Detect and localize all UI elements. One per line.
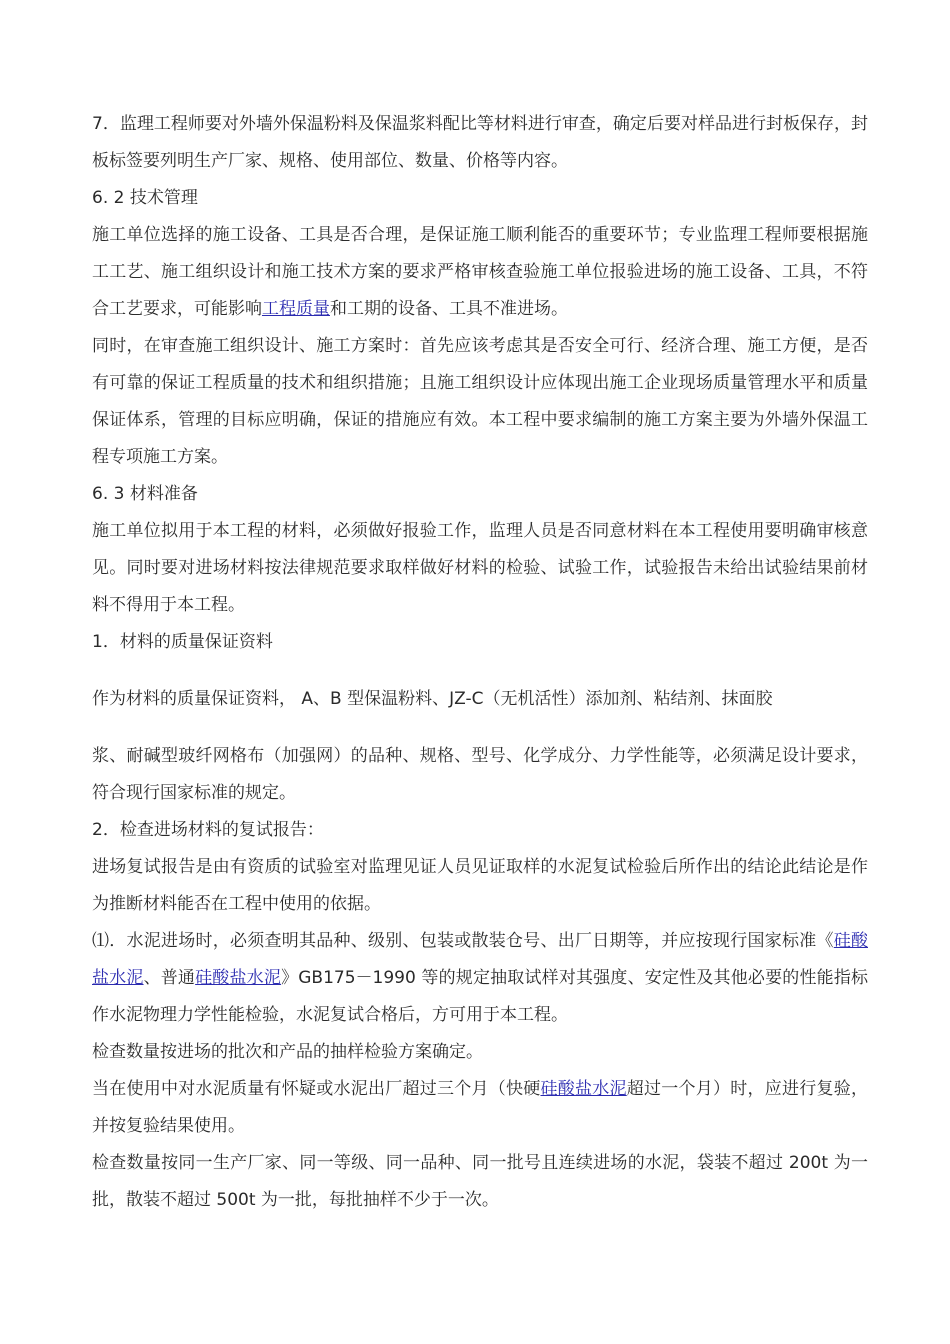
paragraph bbox=[92, 849, 868, 923]
paragraph-text: 同时，在审查施工组织设计、施工方案时：首先应该考虑其是否安全可行、经济合理、施工方便，是否有可靠的保证工程质量的技术和组织措施；且施工组织设计应体现出施工企业现场质量管理水平和质量保证体系，管理的目标应明确，保证的措施应有效。本工程中要求编制的施工方案主要为外墙外保温工程专项施工方案。 bbox=[92, 336, 868, 467]
paragraph-text: 当在使用中对水泥质量有怀疑或水泥出厂超过三个月（快硬 bbox=[92, 1079, 541, 1099]
paragraph bbox=[92, 106, 868, 180]
section-heading bbox=[92, 476, 868, 513]
section-heading bbox=[92, 180, 868, 217]
paragraph-text: 超过一个月）时，应进行复验，并按复验结果使用。 bbox=[92, 1079, 868, 1136]
paragraph bbox=[92, 923, 868, 1034]
hyperlink[interactable]: 硅酸盐水泥 bbox=[195, 968, 282, 988]
hyperlink[interactable]: 硅酸盐水泥 bbox=[92, 931, 868, 988]
paragraph-spacer bbox=[92, 718, 868, 738]
paragraph-text: 检查数量按进场的批次和产品的抽样检验方案确定。 bbox=[92, 1042, 483, 1062]
paragraph bbox=[92, 1034, 868, 1071]
paragraph bbox=[92, 1145, 868, 1219]
paragraph bbox=[92, 217, 868, 328]
paragraph-text: 7．监理工程师要对外墙外保温粉料及保温浆料配比等材料进行审查，确定后要对样品进行封板保存，封板标签要列明生产厂家、规格、使用部位、数量、价格等内容。 bbox=[92, 114, 868, 171]
paragraph-text: 施工单位选择的施工设备、工具是否合理，是保证施工顺利能否的重要环节；专业监理工程师要根据施工工艺、施工组织设计和施工技术方案的要求严格审核查验施工单位报验进场的施工设备、工具，不符合工艺要求，可能影响 bbox=[92, 225, 868, 319]
paragraph-text: 作为材料的质量保证资料， A、B 型保温粉料、JZ-C（无机活性）添加剂、粘结剂、抹面胶 bbox=[92, 689, 773, 709]
section-heading bbox=[92, 812, 868, 849]
paragraph-spacer bbox=[92, 661, 868, 681]
hyperlink[interactable]: 硅酸盐水泥 bbox=[540, 1079, 627, 1099]
paragraph-text: 和工期的设备、工具不准进场。 bbox=[330, 299, 568, 319]
paragraph-text: 、普通 bbox=[143, 968, 196, 988]
paragraph-text: 施工单位拟用于本工程的材料，必须做好报验工作，监理人员是否同意材料在本工程使用要明确审核意见。同时要对进场材料按法律规范要求取样做好材料的检验、试验工作，试验报告未给出试验结果前材料不得用于本工程。 bbox=[92, 521, 868, 615]
paragraph-text: 1．材料的质量保证资料 bbox=[92, 632, 273, 652]
paragraph-text: 检查数量按同一生产厂家、同一等级、同一品种、同一批号且连续进场的水泥，袋装不超过 200t 为一批，散装不超过 500t 为一批，每批抽样不少于一次。 bbox=[92, 1153, 868, 1210]
paragraph-text: 浆、耐碱型玻纤网格布（加强网）的品种、规格、型号、化学成分、力学性能等，必须满足设计要求，符合现行国家标准的规定。 bbox=[92, 746, 868, 803]
hyperlink[interactable]: 工程质量 bbox=[262, 299, 330, 319]
paragraph bbox=[92, 1071, 868, 1145]
paragraph-text: 》GB175－1990 等的规定抽取试样对其强度、安定性及其他必要的性能指标作水泥物理力学性能检验，水泥复试合格后，方可用于本工程。 bbox=[92, 968, 869, 1025]
section-heading bbox=[92, 624, 868, 661]
paragraph-text: 2．检查进场材料的复试报告： bbox=[92, 820, 324, 840]
document-body bbox=[92, 106, 868, 1219]
paragraph-text: 6. 3 材料准备 bbox=[92, 484, 198, 504]
paragraph-text: ⑴．水泥进场时，必须查明其品种、级别、包装或散装仓号、出厂日期等，并应按现行国家标准《 bbox=[92, 931, 834, 951]
paragraph bbox=[92, 513, 868, 624]
paragraph bbox=[92, 738, 868, 812]
paragraph bbox=[92, 681, 868, 718]
paragraph-text: 进场复试报告是由有资质的试验室对监理见证人员见证取样的水泥复试检验后所作出的结论此结论是作为推断材料能否在工程中使用的依据。 bbox=[92, 857, 868, 914]
paragraph bbox=[92, 328, 868, 476]
paragraph-text: 6. 2 技术管理 bbox=[92, 188, 198, 208]
